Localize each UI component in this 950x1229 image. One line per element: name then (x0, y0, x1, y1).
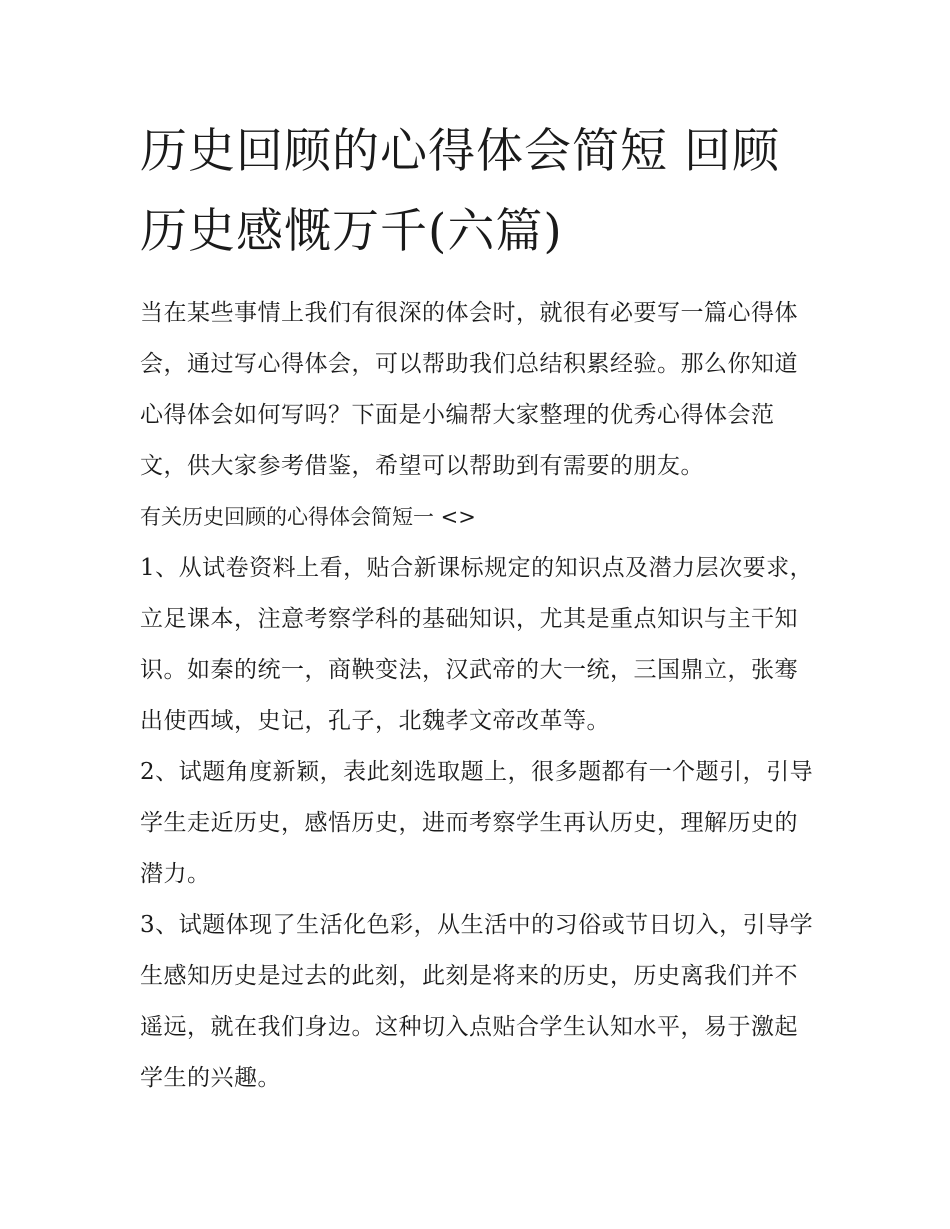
document-title: 历史回顾的心得体会简短 回顾历史感慨万千(六篇) (140, 124, 780, 259)
point-paragraph-1: 1、从试卷资料上看，贴合新课标规定的知识点及潜力层次要求，立足课本，注意考察学科的基础知识，尤其是重点知识与主干知识。如秦的统一，商鞅变法，汉武帝的大一统，三国鼎立，张骞出使西域，史记，孔子，北魏孝文帝改革等。 (140, 555, 814, 734)
point-paragraph-3: 3、试题体现了生活化色彩，从生活中的习俗或节日切入，引导学生感知历史是过去的此刻，此刻是将来的历史，历史离我们并不遥远，就在我们身边。这种切入点贴合学生认知水平，易于激起学生的兴趣。 (140, 912, 814, 1091)
point-paragraph-2: 2、试题角度新颖，表此刻选取题上，很多题都有一个题引，引导学生走近历史，感悟历史，进而考察学生再认历史，理解历史的潜力。 (140, 759, 814, 887)
section-heading: 有关历史回顾的心得体会简短一 <> (140, 505, 476, 529)
document-page (140, 112, 820, 1104)
intro-paragraph: 当在某些事情上我们有很深的体会时，就很有必要写一篇心得体会，通过写心得体会，可以帮助我们总结积累经验。那么你知道心得体会如何写吗？下面是小编帮大家整理的优秀心得体会范文，供大家参考借鉴，希望可以帮助到有需要的朋友。 (140, 300, 798, 479)
